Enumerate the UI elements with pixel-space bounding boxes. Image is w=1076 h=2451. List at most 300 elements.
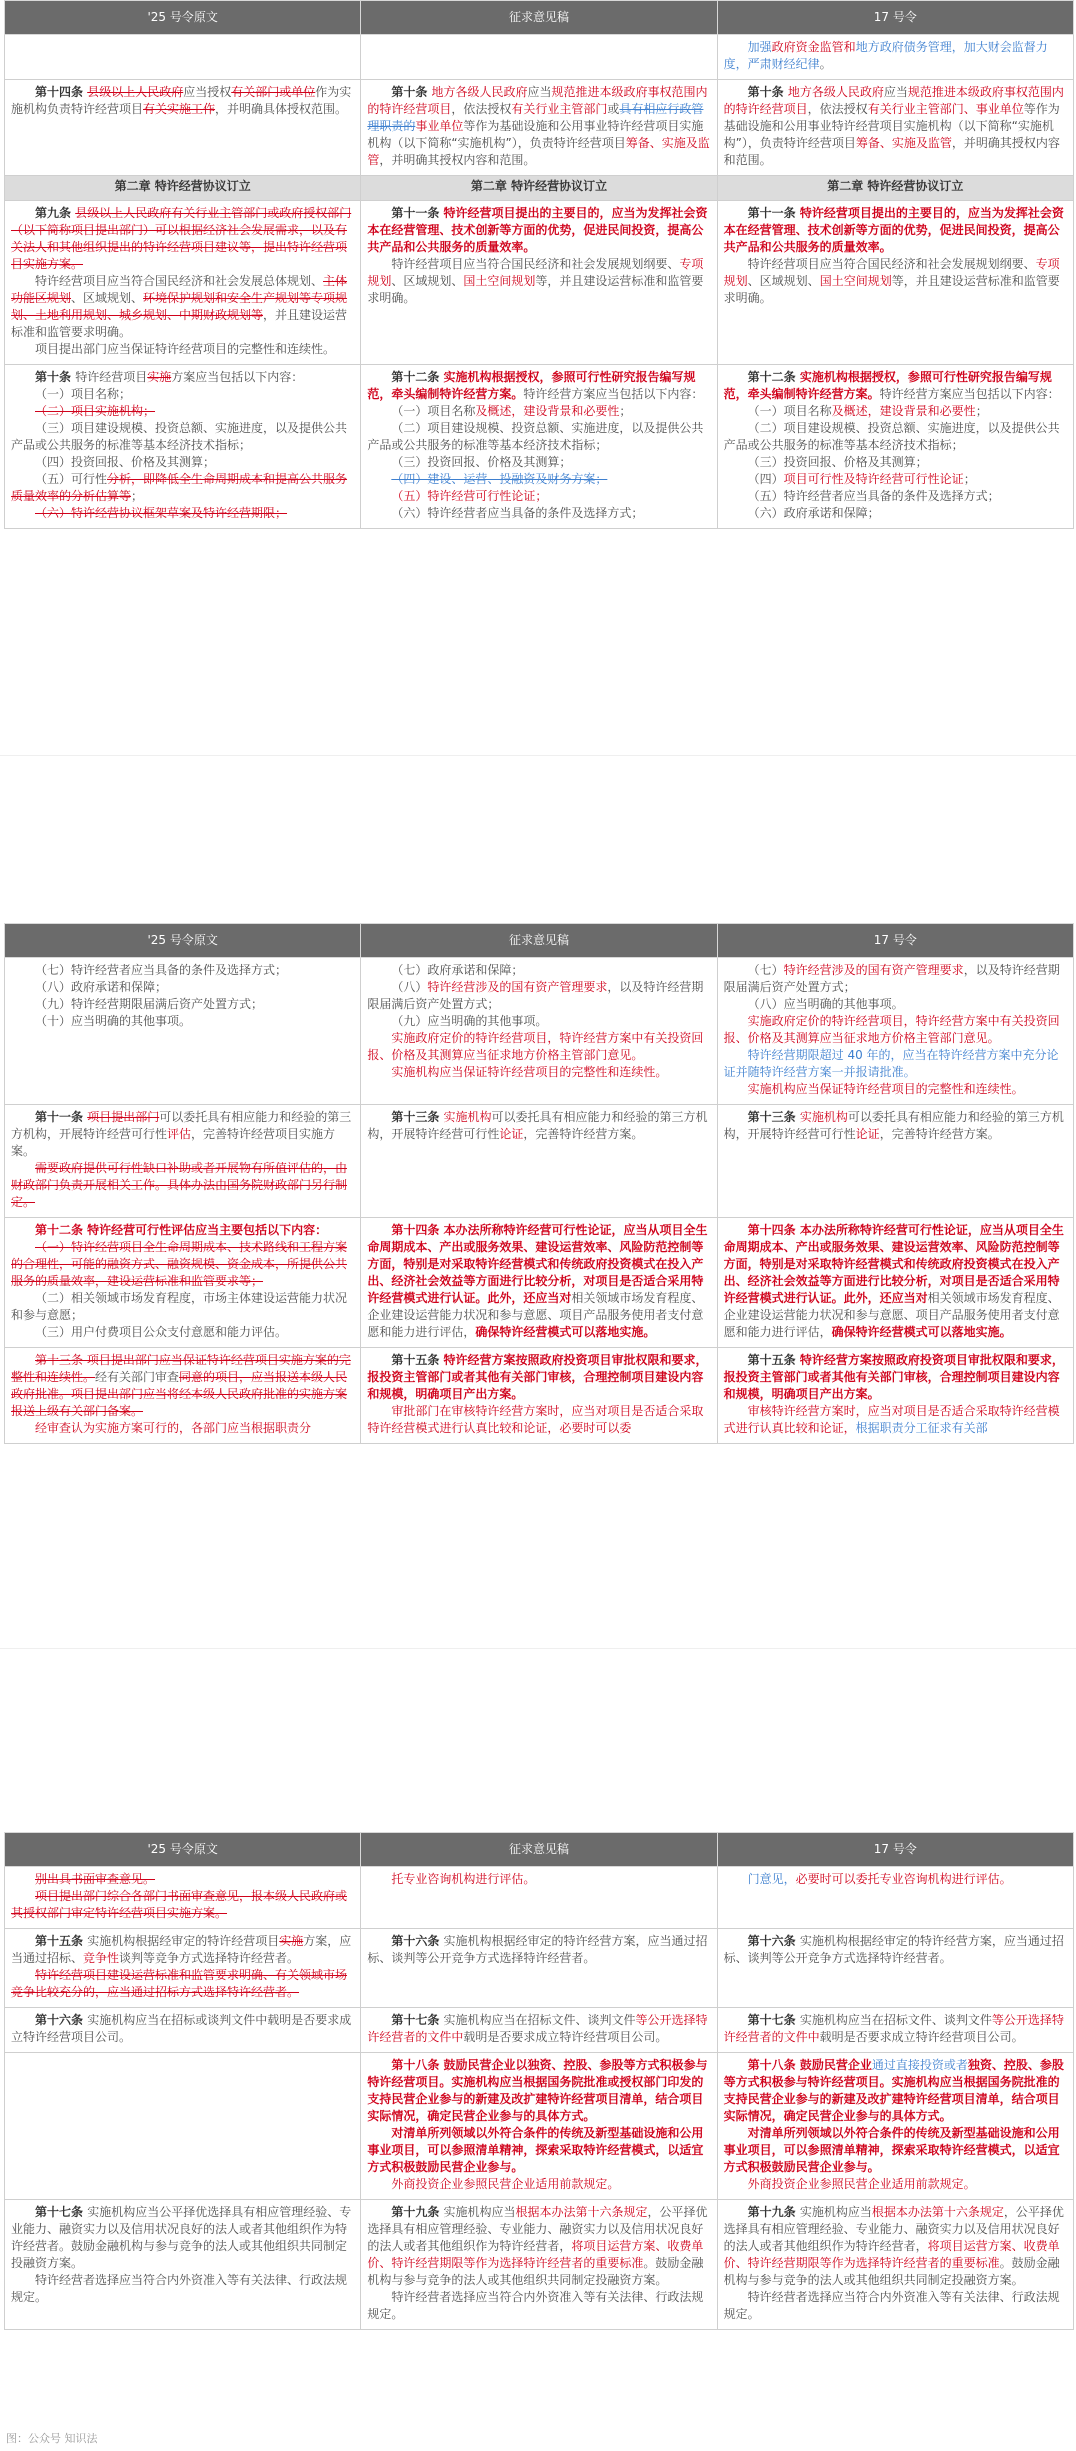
- text-run: 论证: [499, 1127, 524, 1141]
- text-run: 项目提出部门应当将经本级人民政府批准的实施方案报送上级有关部门备案。: [11, 1387, 348, 1418]
- text-run: 有关部门或单位: [231, 85, 316, 99]
- paragraph: [11, 420, 354, 454]
- text-run: 门意见，: [747, 1872, 796, 1886]
- text-run: 第十七条: [391, 2013, 444, 2027]
- text-run: 第十一条: [747, 206, 800, 220]
- text-run: 特许经营项目: [75, 370, 148, 384]
- text-run: （九）应当明确的其他事项。: [391, 1014, 548, 1028]
- text-run: 第十五条: [35, 1934, 88, 1948]
- text-run: 同意的项目，: [179, 1370, 252, 1384]
- paragraph: [724, 1352, 1067, 1403]
- text-run: 第十三条 项目提出部门应当保证特许经营项目实施方案的完整性和连续性。: [11, 1353, 351, 1384]
- text-run: 特许经营项目提出的主要目的，应当为发挥社会资本在经营管理、技术创新等方面的优势，促进民间投资，提高公共产品和公共服务的质量效率。: [723, 206, 1064, 254]
- text-run: 审批部门在审核特许经营方案时，应当对项目是否适合采取特许经营模式进行认真比较和论证，必要时可以委: [367, 1404, 704, 1435]
- paragraph: [724, 2012, 1067, 2046]
- text-run: 第十一条: [391, 206, 444, 220]
- text-run: 实施机构根据经审定的特许经营项目: [87, 1934, 280, 1948]
- paragraph: [367, 2125, 710, 2176]
- paragraph: [367, 1403, 710, 1437]
- comparison-table: [4, 1832, 1074, 2330]
- text-run: 需要政府提供可行性缺口补助或者开展物有所值评估的，由财政部门负责开展相关工作。具体办法由国务院财政部门另行制定。: [11, 1161, 348, 1209]
- text-run: 特许经营项目应当符合国民经济和社会发展规划纲要、: [747, 257, 1036, 271]
- text-run: （六）政府承诺和保障；: [747, 506, 880, 520]
- paragraph: [724, 2289, 1067, 2323]
- text-run: （三）投资回报、价格及其测算；: [391, 455, 572, 469]
- text-run: 第十六条: [35, 2013, 88, 2027]
- page-separator: [0, 1648, 1076, 1649]
- paragraph: [11, 1222, 354, 1239]
- table-body: [5, 1867, 1074, 2330]
- paragraph: [367, 488, 710, 505]
- text-run: 经审查认为实施方案可行的，各部门应当根据职责分: [35, 1421, 312, 1435]
- paragraph: [11, 1324, 354, 1341]
- text-run: 地方政府债务管理，: [855, 40, 964, 54]
- text-run: 第十二条 特许经营可行性评估应当主要包括以下内容：: [35, 1223, 328, 1237]
- text-run: 第十五条: [391, 1353, 444, 1367]
- text-run: 特许经营项目建设运营标准和监管要求明确、有关领域市场竞争比较充分的，应当通过招标方式选择特许经营者。: [11, 1968, 348, 1999]
- paragraph: [11, 1933, 354, 1967]
- paragraph: [367, 369, 710, 403]
- text-run: 第十六条: [747, 1934, 800, 1948]
- text-run: 实施机构应当公平择优选择具有相应管理经验、专业能力、融资实力以及信用状况良好的法人或者其他组织作为特许经营者。鼓励金融机构与参与竞争的法人或其他组织共同制定投融资方案。: [11, 2205, 352, 2270]
- page-separator: [0, 755, 1076, 756]
- paragraph: [367, 2204, 710, 2289]
- text-run: 有关行业主管部门: [511, 102, 608, 116]
- text-run: 应当: [527, 85, 552, 99]
- paragraph: [11, 1013, 354, 1030]
- text-run: 经有关部门审查: [95, 1370, 180, 1384]
- text-run: 第十四条: [35, 85, 88, 99]
- text-run: ，依法授权: [807, 102, 868, 116]
- text-run: （二）项目实施机构；: [35, 404, 156, 418]
- text-run: 对清单所列领域以外符合条件的传统及新型基础设施和公用事业项目，可以参照清单精神，探索采取特许经营模式，以适宜方式积极鼓励民营企业参与。: [367, 2126, 704, 2174]
- text-run: 实施机构应当保证特许经营项目的完整性和连续性。: [747, 1082, 1024, 1096]
- header-original: '25 号令原文: [5, 924, 361, 958]
- text-run: 项目可行性及特许经营可行性论证: [783, 472, 964, 486]
- text-run: 可以委托具有相应能力和经验的第三方机构，开展特许经营可行性: [723, 1110, 1064, 1141]
- text-run: 实施机构应当保证特许经营项目的完整性和连续性。: [391, 1065, 668, 1079]
- text-run: 外商投资企业参照民营企业适用前款规定。: [747, 2177, 976, 2191]
- paragraph: [724, 1013, 1067, 1047]
- cell-original: [5, 365, 361, 529]
- text-run: 载明是否要求成立特许经营项目公司。: [819, 2030, 1024, 2044]
- paragraph: [724, 205, 1067, 256]
- text-run: 等，并且建设运营标准和监管要求明确。: [367, 274, 704, 305]
- text-run: 第十四条 本办法所称特许经营可行性论证，应当从项目全生命周期成本、产出或服务效果、建设运营效率、风险防范控制等方面，特别是对采取特许经营模式和传统政府投资模式在投入产出、经济社会效益等方面进行比较分析，对项目是否适合采用特许经营模式进行认证。此外，还应当对: [367, 1223, 708, 1305]
- text-run: 主体功能区规划: [11, 274, 348, 305]
- table-row: [5, 201, 1074, 365]
- cell-original: [5, 1929, 361, 2008]
- cell-original: [5, 1218, 361, 1348]
- paragraph: [367, 962, 710, 979]
- cell-draft: [361, 80, 717, 176]
- text-run: ，以及特许经营期限届满后资产处置方式；: [367, 980, 704, 1011]
- text-run: 第十九条: [391, 2205, 444, 2219]
- text-run: 实施政府定价的特许经营项目，特许经营方案中有关投资回报、价格及其测算应当征求地方价格主管部门意见。: [367, 1031, 704, 1062]
- text-run: 将项目运营方案、收费单价、特许经营期限等作为选择特许经营者的重要标准: [723, 2239, 1060, 2270]
- chapter-heading: 第二章 特许经营协议订立: [5, 176, 361, 201]
- text-run: 实施机构应当: [443, 2205, 516, 2219]
- table-row: [5, 1929, 1074, 2008]
- text-run: 政府资金监管和: [771, 40, 856, 54]
- cell-original: [5, 80, 361, 176]
- chapter-heading-row: [5, 176, 1074, 201]
- text-run: ，完善特许经营方案。: [523, 1127, 644, 1141]
- text-run: 根据本办法第十六条规定: [871, 2205, 1004, 2219]
- text-run: 通过直接投资或者: [871, 2058, 968, 2072]
- text-run: 实施机构: [799, 1110, 848, 1124]
- cell-order-17: [717, 35, 1073, 80]
- paragraph: [367, 1030, 710, 1064]
- text-run: （四）建设、运营、投融资及财务方案；: [391, 472, 608, 486]
- paragraph: [11, 1420, 354, 1437]
- cell-draft: [361, 1105, 717, 1218]
- text-run: 特许经营者选择应当符合内外资准入等有关法律、行政法规规定。: [367, 2290, 704, 2321]
- table-row: [5, 35, 1074, 80]
- cell-draft: [361, 1867, 717, 1929]
- text-run: 实施机构根据经审定的特许经营方案，应当通过招标、谈判等公开竞争方式选择特许经营者。: [367, 1934, 708, 1965]
- table-row: [5, 1218, 1074, 1348]
- paragraph: [724, 1109, 1067, 1143]
- text-run: 实施: [147, 370, 172, 384]
- text-run: 环境保护规划和安全生产规划等专项规划、土地利用规划、城乡规划、中期财政规划等: [11, 291, 348, 322]
- paragraph: [11, 505, 354, 522]
- paragraph: [11, 471, 354, 505]
- text-run: 具有相应行政管理职责的: [367, 102, 704, 133]
- header-draft: 征求意见稿: [361, 1833, 717, 1867]
- cell-original: [5, 1867, 361, 1929]
- text-run: 第十八条 鼓励民营企业以独资、控股、参股等方式积极参与特许经营项目。实施机构应当根据国务院批准或授权部门印发的支持民营企业参与的新建及改扩建特许经营项目清单，结合项目实际情况，确定民营企业参与的具体方式。: [367, 2058, 708, 2123]
- text-run: 特许经营方案应当包括以下内容：: [523, 387, 704, 401]
- paragraph: [724, 1081, 1067, 1098]
- text-run: 项目提出部门: [87, 1110, 160, 1124]
- text-run: 等作为基础设施和公用事业特许经营项目实施机构（以下简称“实施机构”），负责特许经营项目: [723, 102, 1060, 150]
- text-run: 。: [819, 57, 832, 71]
- text-run: 确保特许经营模式可以落地实施。: [831, 1325, 1012, 1339]
- cell-order-17: [717, 365, 1073, 529]
- chapter-heading: 第二章 特许经营协议订立: [717, 176, 1073, 201]
- paragraph: [367, 1064, 710, 1081]
- text-run: 实施: [279, 1934, 304, 1948]
- cell-draft: [361, 365, 717, 529]
- cell-original: [5, 35, 361, 80]
- cell-draft: [361, 201, 717, 365]
- text-run: 必要时可以委托专业咨询机构进行评估。: [795, 1872, 1012, 1886]
- cell-draft: [361, 1218, 717, 1348]
- text-run: （三）项目建设规模、投资总额、实施进度，以及提供公共产品或公共服务的标准等基本经济技术指标；: [11, 421, 348, 452]
- text-run: 第十七条: [747, 2013, 800, 2027]
- text-run: 根据本办法第十六条规定: [515, 2205, 648, 2219]
- text-run: （二）项目建设规模、投资总额、实施进度，以及提供公共产品或公共服务的标准等基本经济技术指标；: [367, 421, 704, 452]
- text-run: （二）项目建设规模、投资总额、实施进度，以及提供公共产品或公共服务的标准等基本经济技术指标；: [723, 421, 1060, 452]
- table-row: [5, 80, 1074, 176]
- text-run: 县级以上人民政府有关行业主管部门或政府授权部门（以下简称项目提出部门）可以根据经济社会发展需求，以及有关法人和其他组织提出的特许经营项目建议等，提出特许经营项目实施方案。: [11, 206, 352, 271]
- text-run: 实施机构根据经审定的特许经营方案，应当通过招标、谈判等公开竞争方式选择特许经营者。: [723, 1934, 1064, 1965]
- text-run: 等作为基础设施和公用事业特许经营项目实施机构（以下简称“实施机构”），负责特许经营项目: [367, 119, 704, 150]
- text-run: ；: [619, 404, 632, 418]
- cell-draft: [361, 35, 717, 80]
- paragraph: [11, 454, 354, 471]
- text-run: ，并明确其授权内容和范围。: [723, 136, 1060, 167]
- text-run: （一）项目名称；: [35, 387, 132, 401]
- text-run: 实施机构应当在招标文件、谈判文件: [443, 2013, 636, 2027]
- text-run: 特许经营方案按照政府投资项目审批权限和要求，报投资主管部门或者其他有关部门审核，合理控制项目建设内容和规模，明确项目产出方案。: [367, 1353, 708, 1401]
- text-run: 实施机构根据授权，参照可行性研究报告编写规范，牵头编制特许经营方案。: [723, 370, 1052, 401]
- cell-order-17: [717, 80, 1073, 176]
- text-run: （五）特许经营者应当具备的条件及选择方式；: [747, 489, 1000, 503]
- text-run: 特许经营期限超过 40 年的，应当在特许经营方案中充分论证并随特许经营方案一并报请批准。: [723, 1048, 1059, 1079]
- paragraph: [724, 403, 1067, 420]
- text-run: 特许经营方案应当包括以下内容：: [879, 387, 1060, 401]
- header-original: '25 号令原文: [5, 1, 361, 35]
- text-run: （十）应当明确的其他事项。: [35, 1014, 192, 1028]
- text-run: 相关领域市场发育程度、企业建设运营能力状况和参与意愿、项目产品服务使用者支付意愿和能力进行评估，: [723, 1291, 1060, 1339]
- text-run: 应当报送本级人民政府批准。: [11, 1370, 348, 1401]
- text-run: 方案，应当通过招标、: [11, 1934, 352, 1965]
- text-run: （八）: [391, 980, 428, 994]
- paragraph: [11, 369, 354, 386]
- paragraph: [724, 471, 1067, 488]
- text-run: 及概述，建设背景和必要性: [475, 404, 620, 418]
- text-run: 确保特许经营模式可以落地实施。: [475, 1325, 656, 1339]
- text-run: 项目提出部门应当保证特许经营项目的完整性和连续性。: [35, 342, 336, 356]
- paragraph: [11, 273, 354, 341]
- text-run: （五）特许经营可行性论证；: [391, 489, 548, 503]
- text-run: 竞争性: [83, 1951, 120, 1965]
- paragraph: [724, 1222, 1067, 1341]
- cell-order-17: [717, 2200, 1073, 2330]
- paragraph: [11, 1352, 354, 1420]
- paragraph: [367, 256, 710, 307]
- cell-order-17: [717, 1867, 1073, 1929]
- text-run: 筹备、实施及监管: [855, 136, 952, 150]
- paragraph: [11, 2272, 354, 2306]
- paragraph: [367, 1871, 710, 1888]
- paragraph: [367, 1933, 710, 1967]
- text-run: 第九条: [35, 206, 76, 220]
- text-run: （三）投资回报、价格及其测算；: [747, 455, 928, 469]
- text-run: 实施机构应当: [799, 2205, 872, 2219]
- paragraph: [367, 205, 710, 256]
- text-run: 专项规划: [367, 257, 704, 288]
- text-run: 第十一条: [35, 1110, 88, 1124]
- paragraph: [724, 84, 1067, 169]
- text-run: 分析，即降低全生命周期成本和提高公共服务质量效率的分析估算等: [11, 472, 348, 503]
- text-run: 审核特许经营方案时，应当对项目是否适合采取特许经营模式进行认真比较和论证，: [723, 1404, 1060, 1435]
- text-run: 第十条: [35, 370, 76, 384]
- text-run: （七）政府承诺和保障；: [391, 963, 524, 977]
- table-row: [5, 1105, 1074, 1218]
- cell-original: [5, 201, 361, 365]
- text-run: 将项目运营方案、收费单价、特许经营期限等作为选择特许经营者的重要标准: [367, 2239, 704, 2270]
- text-run: （三）用户付费项目公众支付意愿和能力评估。: [35, 1325, 288, 1339]
- text-run: 加强: [747, 40, 772, 54]
- paragraph: [724, 1933, 1067, 1967]
- text-run: 托专业咨询机构进行评估。: [391, 1872, 536, 1886]
- paragraph: [724, 420, 1067, 454]
- watermark: 图：公众号 知识法: [6, 2432, 98, 2445]
- paragraph: [367, 1352, 710, 1403]
- table-row: [5, 365, 1074, 529]
- text-run: （四）: [747, 472, 784, 486]
- text-run: ；: [975, 404, 988, 418]
- text-run: 及概述，建设背景和必要性: [831, 404, 976, 418]
- paragraph: [11, 996, 354, 1013]
- text-run: （八）政府承诺和保障；: [35, 980, 168, 994]
- cell-order-17: [717, 1105, 1073, 1218]
- paragraph: [724, 996, 1067, 1013]
- text-run: ，并明确其授权内容和范围。: [379, 153, 536, 167]
- paragraph: [11, 962, 354, 979]
- paragraph: [11, 205, 354, 273]
- paragraph: [724, 2204, 1067, 2289]
- paragraph: [11, 84, 354, 118]
- text-run: 事业单位: [415, 119, 464, 133]
- text-run: 第十二条: [747, 370, 800, 384]
- paragraph: [367, 979, 710, 1013]
- header-order-17: 17 号令: [717, 1, 1073, 35]
- paragraph: [11, 1967, 354, 2001]
- text-run: 县级以上人民政府: [87, 85, 184, 99]
- text-run: ，依法授权: [451, 102, 512, 116]
- cell-order-17: [717, 1348, 1073, 1444]
- text-run: 论证: [855, 1127, 880, 1141]
- text-run: 国土空间规划: [819, 274, 892, 288]
- text-run: 、区域规划、: [747, 274, 820, 288]
- text-run: ，完善特许经营方案。: [879, 1127, 1000, 1141]
- text-run: 特许经营者选择应当符合内外资准入等有关法律、行政法规规定。: [11, 2273, 348, 2304]
- table-row: [5, 958, 1074, 1105]
- paragraph: [367, 1222, 710, 1341]
- text-run: 第十八条 鼓励民营企业: [747, 2058, 872, 2072]
- paragraph: [367, 84, 710, 169]
- paragraph: [367, 2289, 710, 2323]
- paragraph: [367, 1109, 710, 1143]
- text-run: 实施机构应当在招标文件、谈判文件: [799, 2013, 992, 2027]
- text-run: 应当: [883, 85, 908, 99]
- text-run: 特许经营项目提出的主要目的，应当为发挥社会资本在经营管理、技术创新等方面的优势，促进民间投资，提高公共产品和公共服务的质量效率。: [367, 206, 708, 254]
- cell-draft: [361, 958, 717, 1105]
- text-run: 或: [607, 102, 620, 116]
- table-row: [5, 1348, 1074, 1444]
- text-run: 等，并且建设运营标准和监管要求明确。: [723, 274, 1060, 305]
- table-row: [5, 2200, 1074, 2330]
- text-run: 等公开选择特许经营者的文件中: [367, 2013, 708, 2044]
- cell-order-17: [717, 2053, 1073, 2200]
- table-row: [5, 1867, 1074, 1929]
- paragraph: [11, 1888, 354, 1922]
- paragraph: [11, 386, 354, 403]
- text-run: 实施机构应当在招标或谈判文件中载明是否要求成立特许经营项目公司。: [11, 2013, 352, 2044]
- text-run: 第十三条: [391, 1110, 444, 1124]
- text-run: ，以及特许经营期限届满后资产处置方式；: [723, 963, 1060, 994]
- cell-draft: [361, 1929, 717, 2008]
- cell-draft: [361, 1348, 717, 1444]
- text-run: 、区域规划、: [71, 291, 144, 305]
- paragraph: [367, 505, 710, 522]
- cell-order-17: [717, 1929, 1073, 2008]
- paragraph: [11, 403, 354, 420]
- paragraph: [367, 454, 710, 471]
- text-run: 特许经营者选择应当符合内外资准入等有关法律、行政法规规定。: [723, 2290, 1060, 2321]
- paragraph: [367, 403, 710, 420]
- paragraph: [724, 1403, 1067, 1437]
- text-run: （八）应当明确的其他事项。: [747, 997, 904, 1011]
- text-run: 等公开选择特许经营者的文件中: [723, 2013, 1064, 2044]
- text-run: 第十九条: [747, 2205, 800, 2219]
- text-run: ；: [131, 489, 144, 503]
- paragraph: [367, 2012, 710, 2046]
- text-run: ；: [963, 472, 976, 486]
- text-run: 第十七条: [35, 2205, 88, 2219]
- text-run: 独资、控股、参股等方式积极参与特许经营项目。实施机构应当根据国务院批准的支持民营企业参与的新建及改扩建特许经营项目清单，结合项目实际情况，确定民营企业参与的具体方式。: [723, 2058, 1064, 2123]
- text-run: （四）投资回报、价格及其测算；: [35, 455, 216, 469]
- header-original: '25 号令原文: [5, 1833, 361, 1867]
- text-run: 实施机构: [443, 1110, 492, 1124]
- text-run: ，完善特许经营项目实施方案。: [11, 1127, 336, 1158]
- text-run: 规范推进本级政府事权范围内的特许经营项目: [723, 85, 1064, 116]
- text-run: （七）特许经营者应当具备的条件及选择方式；: [35, 963, 288, 977]
- cell-draft: [361, 2200, 717, 2330]
- text-run: （六）特许经营者应当具备的条件及选择方式；: [391, 506, 644, 520]
- text-run: 。鼓励金融机构与参与竞争的法人或其他组织共同制定投融资方案。: [367, 2256, 704, 2287]
- table-body: [5, 958, 1074, 1444]
- text-run: 谈判等竞争方式选择特许经营者。: [119, 1951, 300, 1965]
- text-run: 规范推进本级政府事权范围内的特许经营项目: [367, 85, 708, 116]
- text-run: （七）: [747, 963, 784, 977]
- text-run: 特许经营方案按照政府投资项目审批权限和要求，报投资主管部门或者其他有关部门审核，合理控制项目建设内容和规模，明确项目产出方案。: [723, 1353, 1064, 1401]
- paragraph: [11, 1239, 354, 1290]
- text-run: （六）特许经营协议框架草案及特许经营期限；: [35, 506, 288, 520]
- paragraph: [11, 1290, 354, 1324]
- text-run: 特许经营项目应当符合国民经济和社会发展总体规划、: [35, 274, 324, 288]
- text-run: 方案应当包括以下内容：: [171, 370, 304, 384]
- paragraph: [11, 341, 354, 358]
- text-run: （九）特许经营期限届满后资产处置方式；: [35, 997, 264, 1011]
- paragraph: [11, 979, 354, 996]
- paragraph: [11, 1871, 354, 1888]
- header-draft: 征求意见稿: [361, 924, 717, 958]
- cell-original: [5, 1105, 361, 1218]
- text-run: 项目提出部门综合各部门书面审查意见，报本级人民政府或其授权部门审定特许经营项目实施方案。: [11, 1889, 348, 1920]
- text-run: 专项规划: [723, 257, 1060, 288]
- cell-order-17: [717, 2008, 1073, 2053]
- paragraph: [724, 39, 1067, 73]
- cell-original: [5, 2200, 361, 2330]
- paragraph: [11, 2204, 354, 2272]
- text-run: ，并且建设运营标准和监管要求明确。: [11, 308, 348, 339]
- cell-original: [5, 2053, 361, 2200]
- text-run: 载明是否要求成立特许经营项目公司。: [463, 2030, 668, 2044]
- paragraph: [724, 1047, 1067, 1081]
- text-run: 特许经营涉及的国有资产管理要求: [783, 963, 964, 977]
- text-run: 实施政府定价的特许经营项目，特许经营方案中有关投资回报、价格及其测算应当征求地方价格主管部门意见。: [723, 1014, 1060, 1045]
- cell-order-17: [717, 958, 1073, 1105]
- comparison-table: [4, 923, 1074, 1444]
- text-run: 地方各级人民政府: [787, 85, 884, 99]
- table-row: [5, 2008, 1074, 2053]
- text-run: 第十条: [747, 85, 788, 99]
- text-run: （五）可行性: [35, 472, 108, 486]
- text-run: （一）项目名称: [747, 404, 832, 418]
- paragraph: [724, 505, 1067, 522]
- paragraph: [724, 454, 1067, 471]
- header-order-17: 17 号令: [717, 1833, 1073, 1867]
- text-run: ，公平择优选择具有相应管理经验、专业能力、融资实力以及信用状况良好的法人或者其他组织作为特许经营者，: [723, 2205, 1064, 2253]
- cell-draft: [361, 2008, 717, 2053]
- table-row: [5, 2053, 1074, 2200]
- text-run: ，并明确具体授权范围。: [215, 102, 348, 116]
